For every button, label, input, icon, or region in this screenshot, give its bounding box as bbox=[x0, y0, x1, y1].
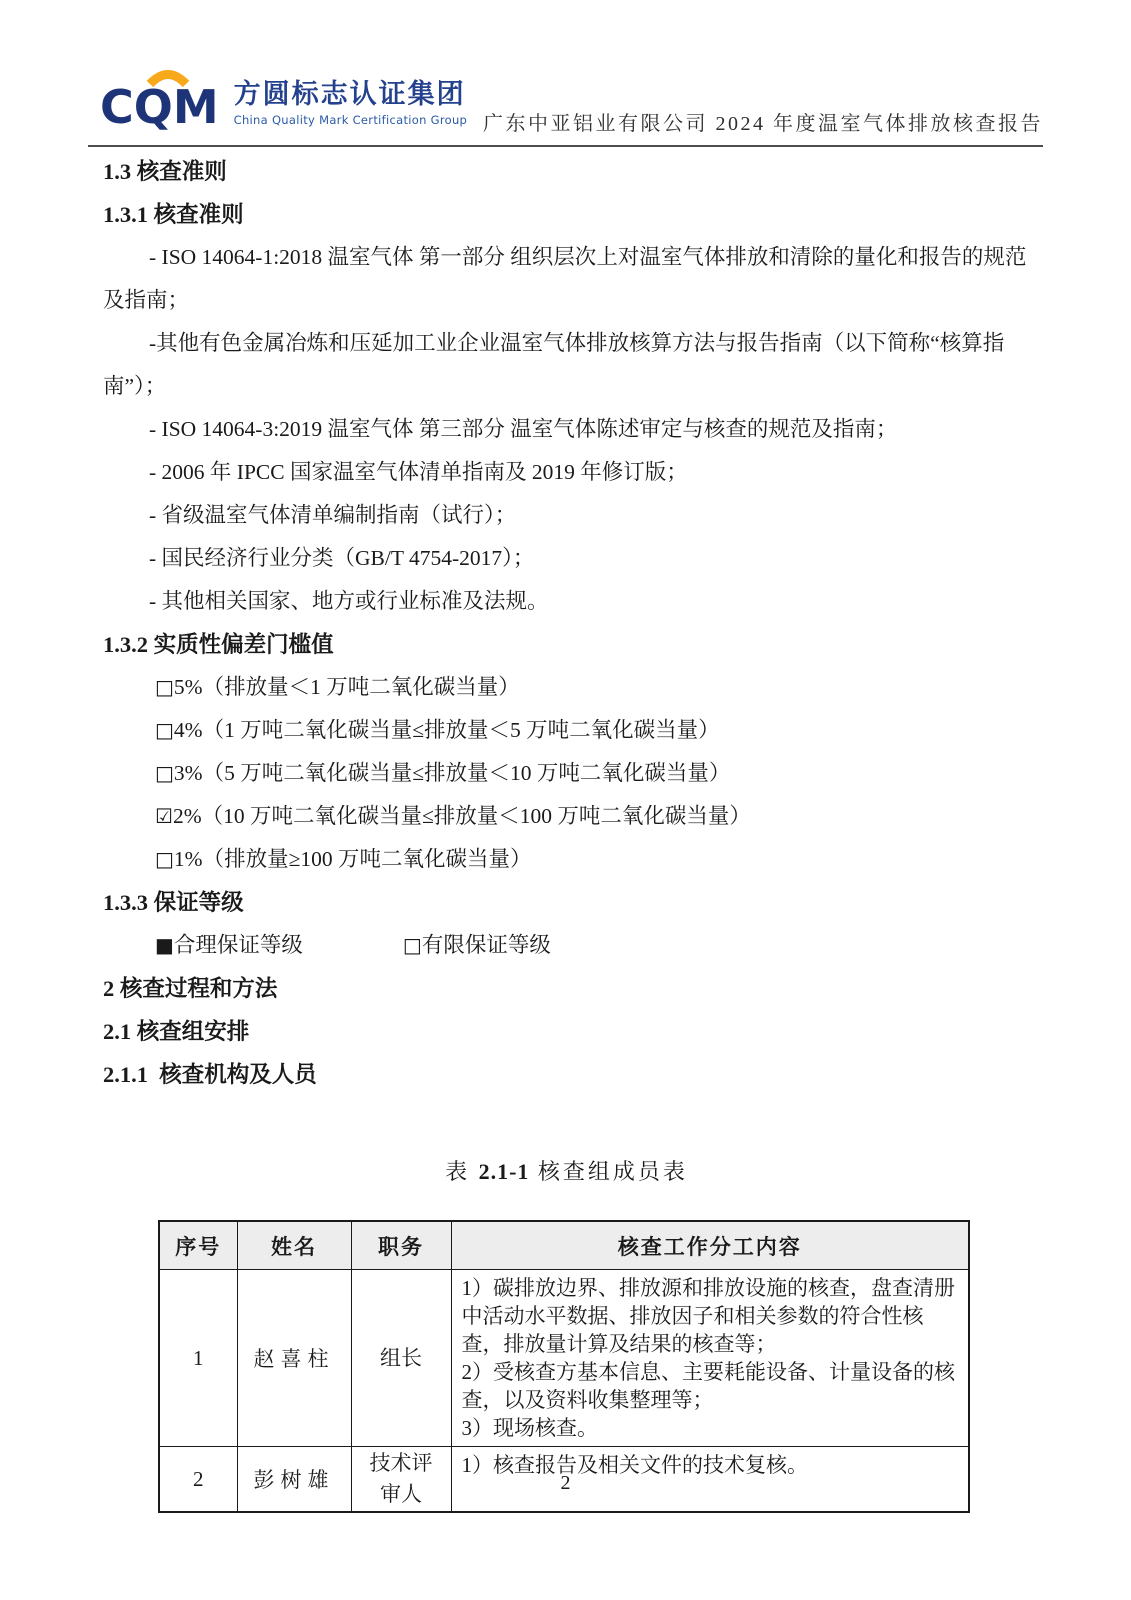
member-duties bbox=[451, 1270, 969, 1447]
heading-2-1: 2.1 核查组安排 bbox=[103, 1019, 250, 1044]
assurance-level-row bbox=[103, 924, 1030, 967]
threshold-label: 3%（5 万吨二氧化碳当量≤排放量＜10 万吨二氧化碳当量） bbox=[173, 761, 731, 785]
cqm-acronym: CQM bbox=[100, 80, 219, 134]
checkbox-unchecked-icon: □ bbox=[402, 933, 422, 957]
duty-item: 1）碳排放边界、排放源和排放设施的核查，盘查清册中活动水平数据、排放因子和相关参数的符合性核查，排放量计算及结果的核查等； bbox=[461, 1276, 955, 1356]
heading-1-3-1: 1.3.1 核查准则 bbox=[103, 202, 244, 227]
cqm-orange-arc-icon bbox=[144, 70, 192, 87]
checkbox-filled-icon: ■ bbox=[155, 933, 174, 957]
report-body bbox=[103, 150, 1030, 1513]
table-header-row bbox=[159, 1221, 969, 1270]
assurance-label: 有限保证等级 bbox=[421, 933, 551, 957]
table-row bbox=[159, 1270, 969, 1447]
verification-team-table bbox=[158, 1220, 970, 1513]
duty-item: 1）核查报告及相关文件的技术复核。 bbox=[461, 1453, 808, 1477]
threshold-option-4pct bbox=[103, 709, 1030, 752]
criterion-item: - 国民经济行业分类（GB/T 4754-2017）； bbox=[149, 546, 535, 570]
threshold-label: 2%（10 万吨二氧化碳当量≤排放量＜100 万吨二氧化碳当量） bbox=[172, 804, 751, 828]
table-caption-number: 2.1-1 bbox=[478, 1159, 530, 1184]
checkbox-checked-icon: ☑ bbox=[155, 804, 173, 828]
cqm-logo bbox=[100, 70, 468, 134]
heading-1-3: 1.3 核查准则 bbox=[103, 159, 227, 184]
criterion-item: - 其他相关国家、地方或行业标准及法规。 bbox=[149, 589, 549, 613]
col-header-index: 序号 bbox=[159, 1221, 237, 1270]
member-index: 1 bbox=[159, 1270, 237, 1447]
member-name: 彭树雄 bbox=[237, 1447, 351, 1513]
criterion-item: - ISO 14064-3:2019 温室气体 第三部分 温室气体陈述审定与核查的规范及指南； bbox=[149, 417, 898, 441]
checkbox-unchecked-icon: □ bbox=[155, 675, 174, 699]
table-caption-prefix: 表 bbox=[445, 1159, 479, 1184]
header-divider bbox=[88, 145, 1043, 147]
threshold-option-1pct bbox=[103, 838, 1030, 881]
assurance-label: 合理保证等级 bbox=[173, 933, 303, 957]
checkbox-unchecked-icon: □ bbox=[155, 847, 174, 871]
threshold-option-3pct bbox=[103, 752, 1030, 795]
threshold-label: 5%（排放量＜1 万吨二氧化碳当量） bbox=[173, 675, 520, 699]
col-header-duties: 核查工作分工内容 bbox=[451, 1221, 969, 1270]
criterion-item: - 2006 年 IPCC 国家温室气体清单指南及 2019 年修订版； bbox=[149, 460, 688, 484]
duty-item: 3）现场核查。 bbox=[461, 1416, 598, 1440]
heading-1-3-2: 1.3.2 实质性偏差门槛值 bbox=[103, 632, 334, 657]
member-role: 组长 bbox=[351, 1270, 451, 1447]
assurance-option-reasonable bbox=[155, 933, 303, 957]
heading-2: 2 核查过程和方法 bbox=[103, 976, 278, 1001]
page-number: 2 bbox=[560, 1472, 571, 1494]
checkbox-unchecked-icon: □ bbox=[155, 761, 174, 785]
cqm-logo-mark bbox=[100, 70, 219, 134]
member-name: 赵喜柱 bbox=[237, 1270, 351, 1447]
checkbox-unchecked-icon: □ bbox=[155, 718, 174, 742]
threshold-label: 1%（排放量≥100 万吨二氧化碳当量） bbox=[173, 847, 532, 871]
criterion-item: -其他有色金属冶炼和压延加工业企业温室气体排放核算方法与报告指南（以下简称“核算指南”）； bbox=[103, 331, 1005, 398]
threshold-label: 4%（1 万吨二氧化碳当量≤排放量＜5 万吨二氧化碳当量） bbox=[173, 718, 720, 742]
member-index: 2 bbox=[159, 1447, 237, 1513]
threshold-option-2pct bbox=[103, 795, 1030, 838]
criterion-item: - ISO 14064-1:2018 温室气体 第一部分 组织层次上对温室气体排放和清除的量化和报告的规范及指南； bbox=[103, 245, 1027, 312]
table-caption-title: 核查组成员表 bbox=[529, 1159, 688, 1184]
duty-item: 2）受核查方基本信息、主要耗能设备、计量设备的核查，以及资料收集整理等； bbox=[461, 1360, 955, 1412]
heading-2-1-1: 2.1.1 核查机构及人员 bbox=[103, 1062, 317, 1087]
member-role: 技术评审人 bbox=[351, 1447, 451, 1513]
logo-english-name: China Quality Mark Certification Group bbox=[233, 113, 468, 127]
logo-chinese-name: 方圆标志认证集团 bbox=[233, 79, 466, 111]
table-caption bbox=[103, 1150, 1030, 1193]
threshold-option-5pct bbox=[103, 666, 1030, 709]
criterion-item: - 省级温室气体清单编制指南（试行）； bbox=[149, 503, 517, 527]
col-header-role: 职务 bbox=[351, 1221, 451, 1270]
col-header-name: 姓名 bbox=[237, 1221, 351, 1270]
cqm-logo-text bbox=[234, 80, 468, 130]
heading-1-3-3: 1.3.3 保证等级 bbox=[103, 890, 244, 915]
assurance-option-limited bbox=[403, 933, 551, 957]
report-title-header: 广东中亚铝业有限公司 2024 年度温室气体排放核查报告 bbox=[483, 113, 1043, 135]
